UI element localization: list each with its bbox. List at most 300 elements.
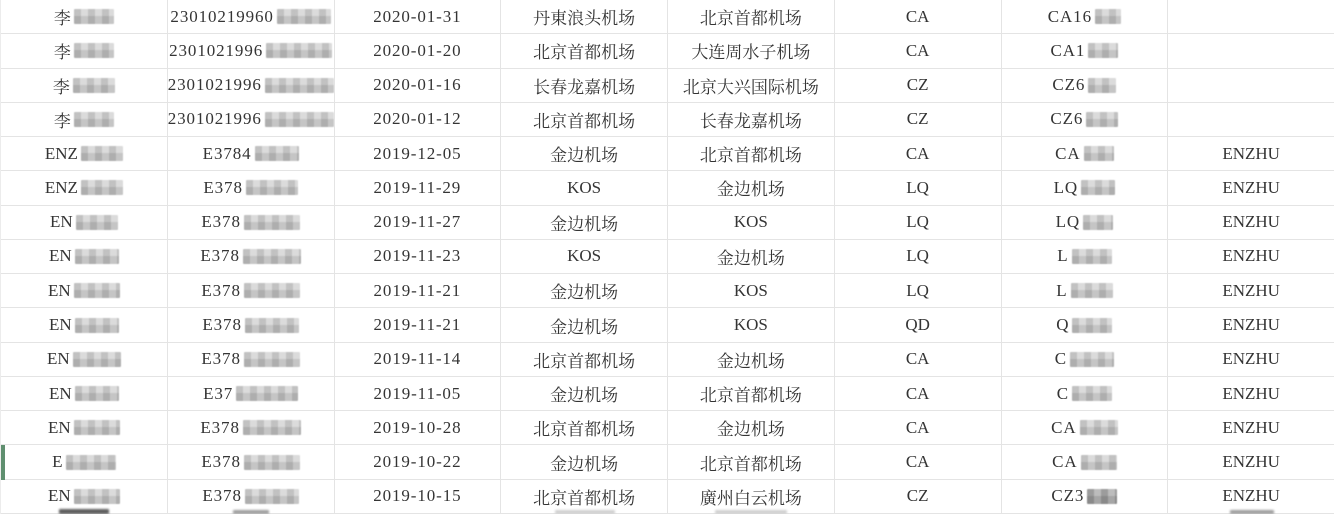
- cell-passenger-name-latin[interactable]: [1168, 137, 1334, 170]
- cell-text: ENZHU: [1222, 452, 1280, 472]
- cell-text: 李: [53, 111, 71, 131]
- cell-arrival-airport[interactable]: [668, 103, 835, 136]
- cell-text: E378: [200, 246, 240, 266]
- cell-text: 北京首都机场: [699, 9, 802, 29]
- cell-departure-airport[interactable]: [501, 206, 668, 239]
- cell-document-number[interactable]: [168, 308, 335, 341]
- cell-airline-code[interactable]: [835, 0, 1002, 33]
- cell-flight-number[interactable]: [1002, 480, 1169, 513]
- cell-flight-number[interactable]: [1002, 34, 1169, 67]
- table-row: [1, 308, 1334, 342]
- cell-text: 金边机场: [716, 351, 785, 371]
- table-row: [1, 34, 1334, 68]
- cell-airline-code[interactable]: [835, 343, 1002, 376]
- cell-arrival-airport[interactable]: [668, 274, 835, 307]
- cell-flight-number[interactable]: [1002, 69, 1169, 102]
- cell-passenger-name-latin[interactable]: [1168, 171, 1334, 204]
- cell-airline-code[interactable]: [835, 171, 1002, 204]
- cell-text: 2019-11-21: [373, 280, 462, 300]
- cell-departure-airport[interactable]: [501, 34, 668, 67]
- cell-flight-date[interactable]: [335, 445, 502, 478]
- cell-text: QD: [905, 315, 930, 335]
- cell-text: ENZHU: [1222, 246, 1280, 266]
- redaction-blob: [244, 215, 300, 230]
- cell-text: E378: [201, 212, 241, 232]
- cell-airline-code[interactable]: [835, 137, 1002, 170]
- redaction-blob: [266, 43, 332, 58]
- table-row: [1, 240, 1334, 274]
- cell-text: CZ6: [1052, 75, 1086, 95]
- cell-flight-number[interactable]: [1002, 103, 1169, 136]
- cell-text: ENZHU: [1222, 143, 1280, 163]
- cell-flight-date[interactable]: [335, 411, 502, 444]
- cell-text: 2020-01-12: [373, 109, 462, 129]
- cell-text: 金边机场: [550, 454, 619, 474]
- cell-document-number[interactable]: [168, 0, 335, 33]
- cell-text: CZ3: [1051, 486, 1085, 506]
- cell-passenger-name[interactable]: [1, 240, 168, 273]
- table-row: [1, 480, 1334, 514]
- cell-passenger-name-latin[interactable]: [1168, 480, 1334, 513]
- cell-text: 金边机场: [550, 214, 619, 234]
- cell-document-number[interactable]: [168, 137, 335, 170]
- cell-passenger-name-latin[interactable]: [1168, 206, 1334, 239]
- cell-text: ENZ: [44, 177, 78, 197]
- cell-text: 北京首都机场: [533, 488, 636, 508]
- cell-text: L: [1057, 246, 1069, 266]
- cell-document-number[interactable]: [168, 274, 335, 307]
- cell-text: 金边机场: [550, 317, 619, 337]
- redaction-blob: [243, 249, 301, 264]
- table-row: [1, 411, 1334, 445]
- redaction-blob: [75, 318, 119, 333]
- cell-flight-date[interactable]: [335, 377, 502, 410]
- cell-text: 金边机场: [550, 283, 619, 303]
- cell-airline-code[interactable]: [835, 34, 1002, 67]
- cell-passenger-name[interactable]: [1, 34, 168, 67]
- cell-text: 2301021996: [169, 40, 264, 60]
- cell-passenger-name[interactable]: [1, 308, 168, 341]
- redaction-blob: [1084, 146, 1114, 161]
- redaction-blob: [1080, 420, 1118, 435]
- cell-document-number[interactable]: [168, 411, 335, 444]
- cell-text: KOS: [733, 280, 768, 300]
- cell-text: 长春龙嘉机场: [533, 77, 636, 97]
- redaction-blob: [1072, 318, 1112, 333]
- cell-text: ENZHU: [1222, 417, 1280, 437]
- cell-text: 金边机场: [716, 248, 785, 268]
- cell-text: 金边机场: [550, 146, 619, 166]
- cell-departure-airport[interactable]: [501, 274, 668, 307]
- cell-text: ENZHU: [1222, 280, 1280, 300]
- cell-document-number[interactable]: [168, 240, 335, 273]
- cell-text: 2019-11-27: [373, 212, 462, 232]
- cell-text: EN: [48, 280, 71, 300]
- cell-text: E37: [203, 383, 234, 403]
- redaction-blob: [1071, 283, 1113, 298]
- cell-text: 金边机场: [716, 180, 785, 200]
- cell-text: 大连周水子机场: [691, 43, 811, 63]
- cell-flight-number[interactable]: [1002, 171, 1169, 204]
- cell-departure-airport[interactable]: [501, 171, 668, 204]
- table-row: [1, 274, 1334, 308]
- cell-text: EN: [47, 349, 70, 369]
- cell-text: CA16: [1047, 6, 1092, 26]
- cell-text: CZ6: [1050, 109, 1084, 129]
- cell-departure-airport[interactable]: [501, 69, 668, 102]
- cell-text: E378: [202, 486, 242, 506]
- cell-passenger-name[interactable]: [1, 411, 168, 444]
- cell-document-number[interactable]: [168, 34, 335, 67]
- cell-flight-date[interactable]: [335, 274, 502, 307]
- cell-passenger-name[interactable]: [1, 137, 168, 170]
- cell-text: LQ: [906, 246, 929, 266]
- clipped-next-row-content: [715, 510, 787, 514]
- cell-text: CA: [905, 383, 930, 403]
- cell-text: E378: [201, 349, 241, 369]
- cell-text: 2020-01-20: [373, 40, 462, 60]
- cell-arrival-airport[interactable]: [668, 34, 835, 67]
- table-row: [1, 137, 1334, 171]
- redaction-blob: [1072, 386, 1112, 401]
- cell-text: CA1: [1050, 40, 1086, 60]
- table-row: [1, 343, 1334, 377]
- cell-text: 北京首都机场: [533, 111, 636, 131]
- cell-arrival-airport[interactable]: [668, 377, 835, 410]
- cell-passenger-name-latin[interactable]: [1168, 343, 1334, 376]
- redaction-blob: [265, 112, 334, 127]
- cell-departure-airport[interactable]: [501, 137, 668, 170]
- cell-flight-date[interactable]: [335, 171, 502, 204]
- cell-text: 2019-11-14: [373, 349, 462, 369]
- cell-flight-date[interactable]: [335, 240, 502, 273]
- cell-text: LQ: [906, 177, 929, 197]
- cell-text: 2020-01-16: [373, 75, 462, 95]
- clipped-next-row-content: [233, 510, 269, 514]
- cell-arrival-airport[interactable]: [668, 480, 835, 513]
- redaction-blob: [75, 249, 119, 264]
- cell-text: ENZHU: [1222, 486, 1280, 506]
- cell-flight-number[interactable]: [1002, 445, 1169, 478]
- cell-passenger-name-latin[interactable]: [1168, 274, 1334, 307]
- table-row: [1, 103, 1334, 137]
- cell-arrival-airport[interactable]: [668, 240, 835, 273]
- cell-arrival-airport[interactable]: [668, 69, 835, 102]
- cell-text: LQ: [1055, 212, 1081, 232]
- cell-text: EN: [49, 246, 72, 266]
- cell-text: 23010219960: [170, 6, 274, 26]
- cell-text: 2019-12-05: [373, 143, 462, 163]
- cell-text: CA: [905, 40, 930, 60]
- cell-text: 北京首都机场: [699, 454, 802, 474]
- cell-departure-airport[interactable]: [501, 308, 668, 341]
- cell-text: 李: [52, 77, 70, 97]
- cell-flight-date[interactable]: [335, 308, 502, 341]
- cell-arrival-airport[interactable]: [668, 411, 835, 444]
- cell-text: CA: [1051, 417, 1077, 437]
- redaction-blob: [1081, 180, 1115, 195]
- cell-text: E3784: [202, 143, 252, 163]
- cell-passenger-name[interactable]: [1, 69, 168, 102]
- cell-passenger-name-latin[interactable]: [1168, 69, 1334, 102]
- table-row: [1, 206, 1334, 240]
- cell-arrival-airport[interactable]: [668, 308, 835, 341]
- redaction-blob: [1088, 78, 1116, 93]
- cell-text: 李: [53, 9, 71, 29]
- cell-text: 长春龙嘉机场: [699, 111, 802, 131]
- cell-airline-code[interactable]: [835, 206, 1002, 239]
- redaction-blob: [244, 455, 300, 470]
- redaction-blob: [265, 78, 334, 93]
- cell-arrival-airport[interactable]: [668, 445, 835, 478]
- cell-text: 2019-11-29: [373, 177, 462, 197]
- cell-text: CA: [905, 143, 930, 163]
- cell-text: E378: [202, 315, 242, 335]
- cell-text: 2019-10-15: [373, 486, 462, 506]
- cell-flight-number[interactable]: [1002, 308, 1169, 341]
- cell-passenger-name-latin[interactable]: [1168, 411, 1334, 444]
- cell-text: CZ: [906, 109, 929, 129]
- redaction-blob: [74, 283, 120, 298]
- cell-text: 2019-10-22: [373, 452, 462, 472]
- cell-airline-code[interactable]: [835, 240, 1002, 273]
- redaction-blob: [66, 455, 116, 470]
- table-body: [1, 0, 1334, 514]
- cell-text: KOS: [733, 212, 768, 232]
- cell-passenger-name[interactable]: [1, 377, 168, 410]
- cell-text: 北京首都机场: [699, 146, 802, 166]
- redaction-blob: [244, 283, 300, 298]
- cell-arrival-airport[interactable]: [668, 343, 835, 376]
- cell-text: Q: [1056, 315, 1070, 335]
- cell-text: 金边机场: [716, 420, 785, 440]
- redaction-blob: [1087, 489, 1117, 504]
- cell-passenger-name-latin[interactable]: [1168, 103, 1334, 136]
- cell-text: 北京首都机场: [533, 43, 636, 63]
- cell-text: KOS: [567, 177, 602, 197]
- clipped-next-row-content: [59, 509, 109, 514]
- cell-flight-number[interactable]: [1002, 274, 1169, 307]
- redaction-blob: [1086, 112, 1118, 127]
- cell-departure-airport[interactable]: [501, 480, 668, 513]
- row-selection-marker: [1, 445, 5, 479]
- cell-text: C: [1054, 349, 1067, 369]
- cell-passenger-name-latin[interactable]: [1168, 308, 1334, 341]
- cell-flight-number[interactable]: [1002, 137, 1169, 170]
- cell-document-number[interactable]: [168, 206, 335, 239]
- redaction-blob: [1095, 9, 1121, 24]
- cell-passenger-name[interactable]: [1, 103, 168, 136]
- redaction-blob: [1088, 43, 1118, 58]
- redaction-blob: [1081, 455, 1117, 470]
- cell-airline-code[interactable]: [835, 308, 1002, 341]
- cell-passenger-name-latin[interactable]: [1168, 34, 1334, 67]
- cell-text: E378: [201, 452, 241, 472]
- cell-flight-date[interactable]: [335, 480, 502, 513]
- cell-text: EN: [49, 315, 72, 335]
- cell-text: 2301021996: [167, 75, 262, 95]
- cell-text: 北京首都机场: [533, 420, 636, 440]
- cell-text: EN: [48, 417, 71, 437]
- cell-text: 2301021996: [167, 109, 262, 129]
- cell-text: EN: [48, 486, 71, 506]
- redaction-blob: [245, 489, 299, 504]
- cell-text: CA: [905, 417, 930, 437]
- cell-text: E378: [203, 177, 243, 197]
- cell-passenger-name[interactable]: [1, 171, 168, 204]
- cell-flight-date[interactable]: [335, 0, 502, 33]
- cell-text: KOS: [733, 315, 768, 335]
- redaction-blob: [1072, 249, 1112, 264]
- cell-text: 北京大兴国际机场: [682, 77, 819, 97]
- redaction-blob: [243, 420, 301, 435]
- redaction-blob: [245, 318, 299, 333]
- cell-text: 金边机场: [550, 386, 619, 406]
- cell-text: 2019-11-05: [373, 383, 462, 403]
- cell-text: C: [1056, 383, 1069, 403]
- cell-text: E: [52, 452, 63, 472]
- cell-text: 2019-11-23: [373, 246, 462, 266]
- cell-departure-airport[interactable]: [501, 240, 668, 273]
- cell-document-number[interactable]: [168, 445, 335, 478]
- cell-arrival-airport[interactable]: [668, 206, 835, 239]
- cell-departure-airport[interactable]: [501, 0, 668, 33]
- redaction-blob: [74, 9, 114, 24]
- cell-text: LQ: [906, 212, 929, 232]
- cell-departure-airport[interactable]: [501, 411, 668, 444]
- cell-document-number[interactable]: [168, 103, 335, 136]
- cell-airline-code[interactable]: [835, 411, 1002, 444]
- cell-text: 丹東浪头机场: [533, 9, 636, 29]
- redaction-blob: [74, 489, 120, 504]
- cell-departure-airport[interactable]: [501, 103, 668, 136]
- table-row: [1, 69, 1334, 103]
- cell-arrival-airport[interactable]: [668, 137, 835, 170]
- cell-passenger-name[interactable]: [1, 0, 168, 33]
- redaction-blob: [244, 352, 300, 367]
- redaction-blob: [81, 146, 123, 161]
- cell-document-number[interactable]: [168, 171, 335, 204]
- cell-passenger-name-latin[interactable]: [1168, 445, 1334, 478]
- redaction-blob: [76, 215, 118, 230]
- cell-passenger-name-latin[interactable]: [1168, 0, 1334, 33]
- table-row: [1, 171, 1334, 205]
- cell-text: CA: [1052, 452, 1078, 472]
- cell-flight-number[interactable]: [1002, 343, 1169, 376]
- cell-text: ENZHU: [1222, 349, 1280, 369]
- redaction-blob: [73, 352, 121, 367]
- cell-passenger-name[interactable]: [1, 480, 168, 513]
- cell-flight-number[interactable]: [1002, 411, 1169, 444]
- cell-passenger-name[interactable]: [1, 206, 168, 239]
- cell-document-number[interactable]: [168, 69, 335, 102]
- cell-departure-airport[interactable]: [501, 377, 668, 410]
- cell-text: ENZHU: [1222, 212, 1280, 232]
- cell-text: CA: [905, 6, 930, 26]
- cell-text: ENZHU: [1222, 383, 1280, 403]
- cell-flight-date[interactable]: [335, 206, 502, 239]
- cell-document-number[interactable]: [168, 480, 335, 513]
- table-row: [1, 445, 1334, 479]
- cell-text: 北京首都机场: [533, 351, 636, 371]
- cell-text: CZ: [906, 486, 929, 506]
- cell-text: L: [1056, 280, 1068, 300]
- cell-text: EN: [50, 212, 73, 232]
- cell-text: 北京首都机场: [699, 386, 802, 406]
- cell-text: CZ: [906, 75, 929, 95]
- cell-flight-date[interactable]: [335, 34, 502, 67]
- cell-text: EN: [49, 383, 72, 403]
- cell-text: LQ: [906, 280, 929, 300]
- table-row: [1, 0, 1334, 34]
- cell-passenger-name[interactable]: [1, 445, 168, 478]
- cell-airline-code[interactable]: [835, 377, 1002, 410]
- cell-document-number[interactable]: [168, 343, 335, 376]
- redaction-blob: [73, 78, 115, 93]
- cell-airline-code[interactable]: [835, 69, 1002, 102]
- cell-text: LQ: [1053, 177, 1079, 197]
- cell-passenger-name[interactable]: [1, 343, 168, 376]
- clipped-next-row-content: [1230, 510, 1274, 514]
- cell-text: 李: [53, 43, 71, 63]
- cell-arrival-airport[interactable]: [668, 171, 835, 204]
- redaction-blob: [255, 146, 299, 161]
- cell-departure-airport[interactable]: [501, 445, 668, 478]
- cell-passenger-name-latin[interactable]: [1168, 377, 1334, 410]
- cell-flight-date[interactable]: [335, 103, 502, 136]
- cell-text: 2019-11-21: [373, 315, 462, 335]
- cell-text: CA: [905, 452, 930, 472]
- cell-passenger-name-latin[interactable]: [1168, 240, 1334, 273]
- cell-airline-code[interactable]: [835, 103, 1002, 136]
- cell-flight-number[interactable]: [1002, 206, 1169, 239]
- cell-flight-number[interactable]: [1002, 240, 1169, 273]
- cell-text: KOS: [567, 246, 602, 266]
- cell-text: ENZ: [44, 143, 78, 163]
- redaction-blob: [236, 386, 298, 401]
- cell-text: 2019-10-28: [373, 417, 462, 437]
- cell-airline-code[interactable]: [835, 480, 1002, 513]
- redaction-blob: [81, 180, 123, 195]
- cell-text: CA: [905, 349, 930, 369]
- cell-arrival-airport[interactable]: [668, 0, 835, 33]
- cell-flight-date[interactable]: [335, 69, 502, 102]
- cell-flight-date[interactable]: [335, 343, 502, 376]
- cell-text: 2020-01-31: [373, 6, 462, 26]
- cell-document-number[interactable]: [168, 377, 335, 410]
- cell-airline-code[interactable]: [835, 274, 1002, 307]
- redaction-blob: [74, 112, 114, 127]
- cell-flight-date[interactable]: [335, 137, 502, 170]
- cell-text: ENZHU: [1222, 315, 1280, 335]
- cell-departure-airport[interactable]: [501, 343, 668, 376]
- clipped-next-row-content: [555, 510, 615, 514]
- cell-airline-code[interactable]: [835, 445, 1002, 478]
- cell-text: E378: [200, 417, 240, 437]
- redaction-blob: [74, 43, 114, 58]
- cell-text: 廣州白云机场: [699, 488, 802, 508]
- table-row: [1, 377, 1334, 411]
- redaction-blob: [75, 386, 119, 401]
- cell-passenger-name[interactable]: [1, 274, 168, 307]
- cell-text: ENZHU: [1222, 177, 1280, 197]
- redaction-blob: [74, 420, 120, 435]
- redaction-blob: [246, 180, 298, 195]
- cell-text: E378: [201, 280, 241, 300]
- redaction-blob: [1083, 215, 1113, 230]
- cell-flight-number[interactable]: [1002, 377, 1169, 410]
- cell-flight-number[interactable]: [1002, 0, 1169, 33]
